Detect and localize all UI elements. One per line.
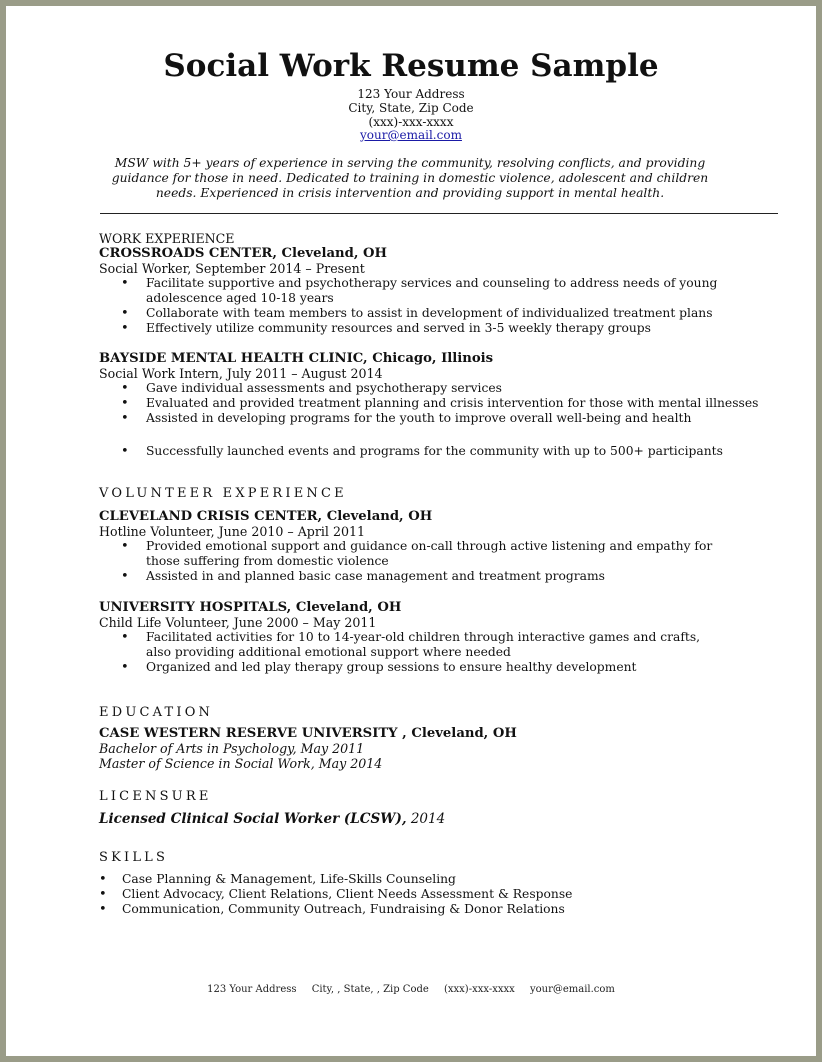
job-bullets <box>99 381 786 459</box>
footer-city: City, , State, , Zip Code <box>311 984 429 995</box>
job-employer: UNIVERSITY HOSPITALS, Cleveland, OH <box>99 600 402 615</box>
job-role: Social Work Intern, July 2011 – August 2014 <box>99 366 383 381</box>
list-item: • Successfully launched events and programs for the community with up to 500+ participants <box>99 444 736 459</box>
school-name: CASE WESTERN RESERVE UNIVERSITY , Cleveland, OH <box>99 726 517 741</box>
job-block-cleveland-crisis <box>99 509 736 584</box>
list-item: • Communication, Community Outreach, Fundraising & Donor Relations <box>99 902 722 917</box>
header-divider <box>100 213 778 214</box>
license-line <box>99 811 445 827</box>
list-item: • Client Advocacy, Client Relations, Client Needs Assessment & Response <box>99 887 722 902</box>
list-item: • Case Planning & Management, Life-Skills Counseling <box>99 872 722 887</box>
list-item: • Facilitate supportive and psychotherapy services and counseling to address needs of young adolescence aged 10-18 years <box>99 276 736 306</box>
list-item: • Gave individual assessments and psychotherapy services <box>99 381 736 396</box>
city-line: City, State, Zip Code <box>348 101 474 115</box>
degree-line: Master of Science in Social Work, May 2014 <box>99 756 383 771</box>
degree-line: Bachelor of Arts in Psychology, May 2011 <box>99 741 365 756</box>
job-bullets <box>99 539 736 584</box>
page-footer <box>0 984 822 995</box>
license-year: 2014 <box>406 811 446 827</box>
job-bullets <box>99 630 736 675</box>
phone-line: (xxx)-xxx-xxxx <box>368 115 454 129</box>
education-section <box>99 705 517 771</box>
list-item: • Organized and led play therapy group sessions to ensure healthy development <box>99 660 736 675</box>
skills-section <box>99 850 722 917</box>
summary-paragraph: MSW with 5+ years of experience in serving the community, resolving conflicts, and providing guidance for those in need. Dedicated to training in domestic violence, adolescent and children needs. Experienced in crisis intervention and providing support in mental health. <box>111 156 709 200</box>
volunteer-section <box>99 486 347 501</box>
job-block-university-hospitals <box>99 600 736 675</box>
footer-phone: (xxx)-xxx-xxxx <box>443 984 515 995</box>
job-employer: BAYSIDE MENTAL HEALTH CLINIC, Chicago, Illinois <box>99 351 494 366</box>
volunteer-heading: VOLUNTEER EXPERIENCE <box>99 486 347 501</box>
resume-title: Social Work Resume Sample <box>163 48 659 84</box>
list-item: • Facilitated activities for 10 to 14-year-old children through interactive games and crafts, also providing additional emotional support where needed <box>99 630 706 660</box>
job-role: Child Life Volunteer, June 2000 – May 2011 <box>99 615 377 630</box>
work-experience-section <box>99 231 736 336</box>
email-line <box>0 128 822 142</box>
footer-email: your@email.com <box>529 984 615 995</box>
email-link[interactable]: your@email.com <box>360 128 462 142</box>
footer-address: 123 Your Address <box>207 984 297 995</box>
job-employer: CLEVELAND CRISIS CENTER, Cleveland, OH <box>99 509 433 524</box>
job-block-bayside <box>99 351 786 459</box>
licensure-section <box>99 789 445 827</box>
address-line: 123 Your Address <box>357 87 465 101</box>
job-employer: CROSSROADS CENTER, Cleveland, OH <box>99 246 387 261</box>
job-bullets <box>99 276 736 336</box>
list-item: • Evaluated and provided treatment planning and crisis intervention for those with mental illnesses <box>99 396 786 411</box>
work-heading: WORK EXPERIENCE <box>99 231 235 246</box>
licensure-heading: LICENSURE <box>99 789 212 804</box>
list-item: • Provided emotional support and guidance on-call through active listening and empathy for those suffering from domestic violence <box>99 539 726 569</box>
list-item: • Collaborate with team members to assist in development of individualized treatment plans <box>99 306 736 321</box>
education-heading: EDUCATION <box>99 705 214 720</box>
list-item: • Assisted in developing programs for the youth to improve overall well-being and health <box>99 411 736 426</box>
skills-list <box>99 872 722 917</box>
list-item: • Assisted in and planned basic case management and treatment programs <box>99 569 736 584</box>
skills-heading: SKILLS <box>99 850 169 865</box>
job-role: Hotline Volunteer, June 2010 – April 2011 <box>99 524 365 539</box>
license-name: Licensed Clinical Social Worker (LCSW), <box>99 811 407 827</box>
job-role: Social Worker, September 2014 – Present <box>99 261 365 276</box>
list-item: • Effectively utilize community resources and served in 3-5 weekly therapy groups <box>99 321 736 336</box>
